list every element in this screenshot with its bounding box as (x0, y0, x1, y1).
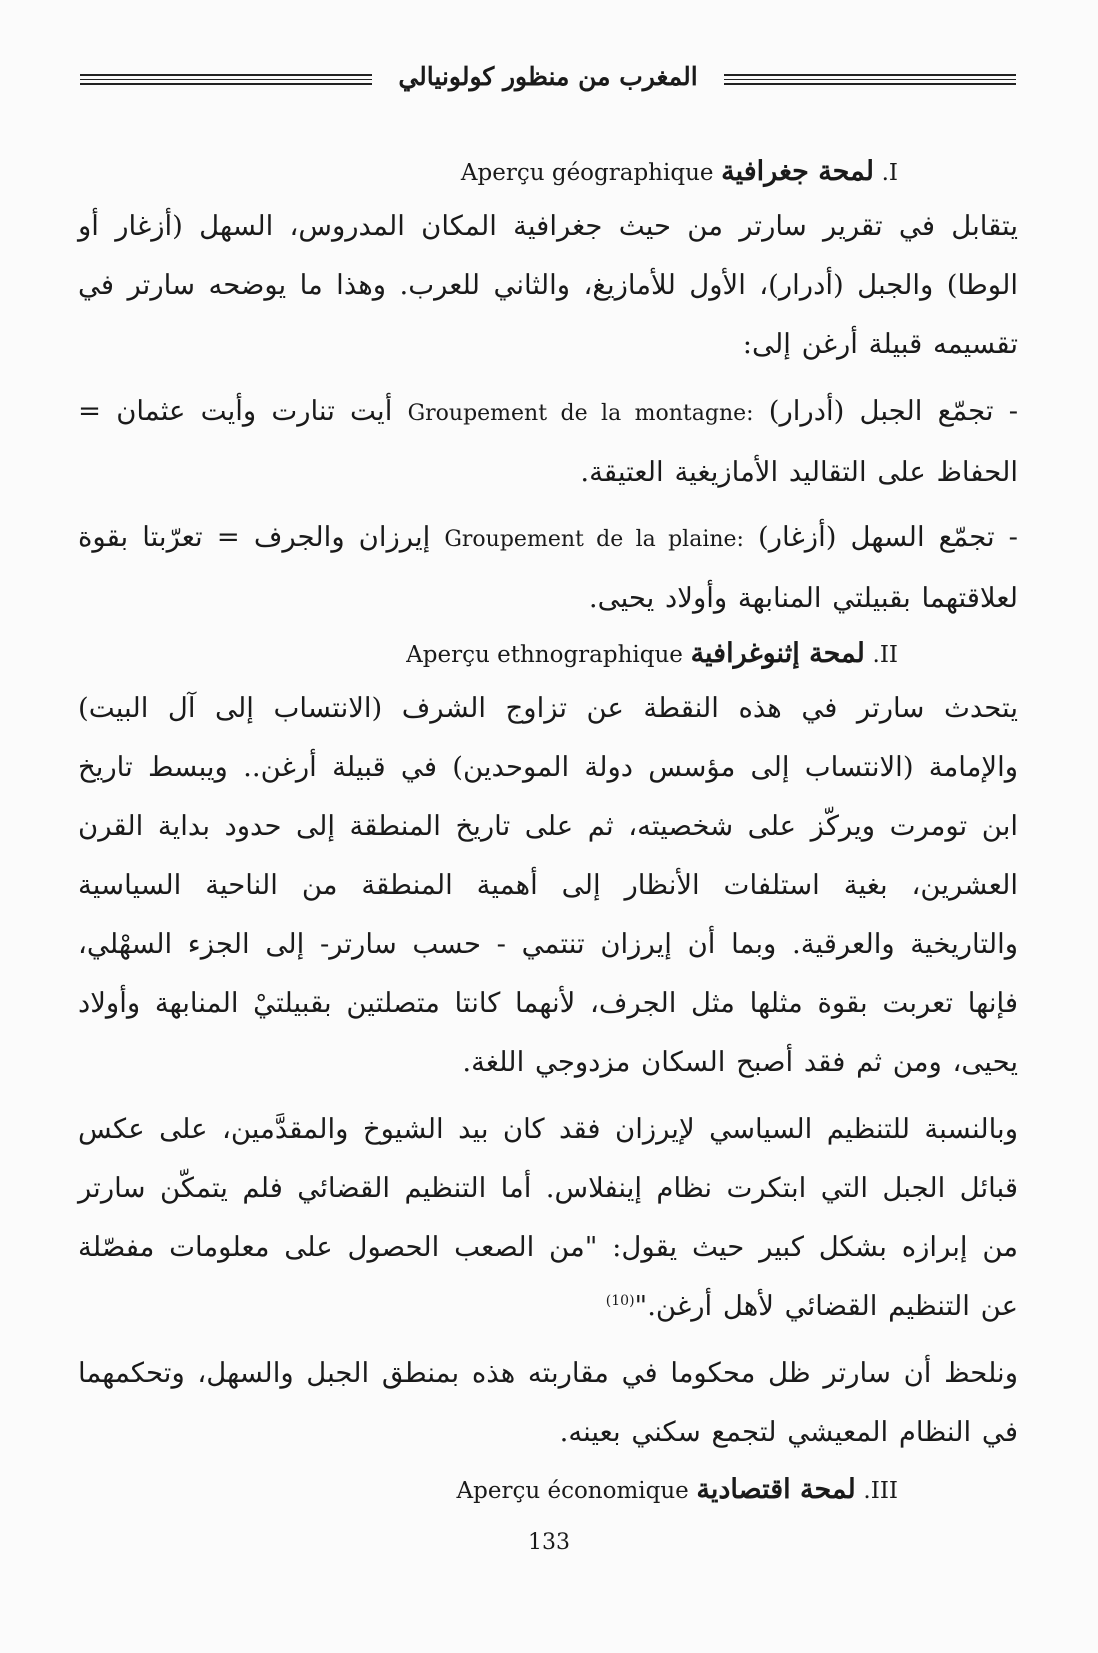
section-heading-ethnography (78, 634, 898, 675)
section-number: III. (863, 1478, 898, 1504)
list-item-french-term: Groupement de la plaine: (444, 527, 744, 552)
section-title-french: Aperçu ethnographique (406, 642, 683, 668)
section-heading-geography (78, 152, 898, 193)
section-title-french: Aperçu économique (456, 1478, 689, 1504)
list-item-prefix: - تجمّع الجبل (أدرار) (768, 395, 1019, 427)
list-item-french-term: Groupement de la montagne: (407, 401, 754, 426)
paragraph-geo-intro: يتقابل في تقرير سارتر من حيث جغرافية المكان المدروس، السهل (أزغار أو الوطا) والجبل (أدرار)، الأول للأمازيغ، والثاني للعرب. وهذا ما يوضحه سارتر في تقسيمه قبيلة أرغن إلى: (78, 210, 1018, 360)
paragraph-text: وبالنسبة للتنظيم السياسي لإيرزان فقد كان بيد الشيوخ والمقدَّمين، على عكس قبائل الجبل التي ابتكرت نظام إينفلاس. أما التنظيم القضائي فلم يتمكّن سارتر من إبرازه بشكل كبير حيث يقول: "من الصعب الحصول على معلومات مفصّلة عن التنظيم القضائي لأهل أرغن." (78, 1113, 1018, 1322)
page-number: 133 (528, 1530, 570, 1555)
section-title-french: Aperçu géographique (460, 160, 714, 186)
header-rule-right (724, 74, 1016, 86)
section-title-arabic: لمحة إثنوغرافية (690, 638, 865, 669)
list-item-text: أيت تنارت وأيت عثمان = الحفاظ على التقاليد الأمازيغية العتيقة. (78, 395, 1018, 488)
paragraph-ethno-1: يتحدث سارتر في هذه النقطة عن تزاوج الشرف (الانتساب إلى آل البيت) والإمامة (الانتساب إلى مؤسس دولة الموحدين) في قبيلة أرغن.. ويبسط تاريخ ابن تومرت ويركّز على شخصيته، ثم على تاريخ المنطقة إلى حدود بداية القرن العشرين، بغية استلفات الأنظار إلى أهمية المنطقة من الناحية السياسية والتاريخية والعرقية. وبما أن إيرزان تنتمي - حسب سارتر- إلى الجزء السهْلي، فإنها تعربت بقوة مثلها مثل الجرف، لأنهما كانتا متصلتين بقبيلتيْ المنابهة وأولاد يحيى، ومن ثم فقد أصبح السكان مزدوجي اللغة. (78, 692, 1018, 1078)
section-title-arabic: لمحة جغرافية (721, 156, 874, 187)
paragraph-ethno-2 (78, 1100, 1018, 1336)
list-item-prefix: - تجمّع السهل (أزغار) (758, 521, 1018, 553)
section-number: I. (881, 160, 898, 186)
running-header (80, 60, 1016, 104)
paragraph-ethno-3: ونلحظ أن سارتر ظل محكوما في مقاربته هذه بمنطق الجبل والسهل، وتحكمهما في النظام المعيشي لتجمع سكني بعينه. (78, 1357, 1018, 1448)
running-title: المغرب من منظور كولونيالي (398, 62, 698, 91)
header-rule-left (80, 74, 372, 86)
footnote-marker: (10) (605, 1292, 635, 1309)
list-item-plain (78, 508, 1018, 628)
section-title-arabic: لمحة اقتصادية (696, 1474, 856, 1505)
section-heading-economy (78, 1470, 898, 1511)
section-number: II. (872, 642, 898, 668)
page-body (78, 152, 1018, 1515)
list-item-text: إيرزان والجرف = تعرّبتا بقوة لعلاقتهما بقبيلتي المنابهة وأولاد يحيى. (78, 521, 1018, 614)
list-item-mountain (78, 382, 1018, 502)
